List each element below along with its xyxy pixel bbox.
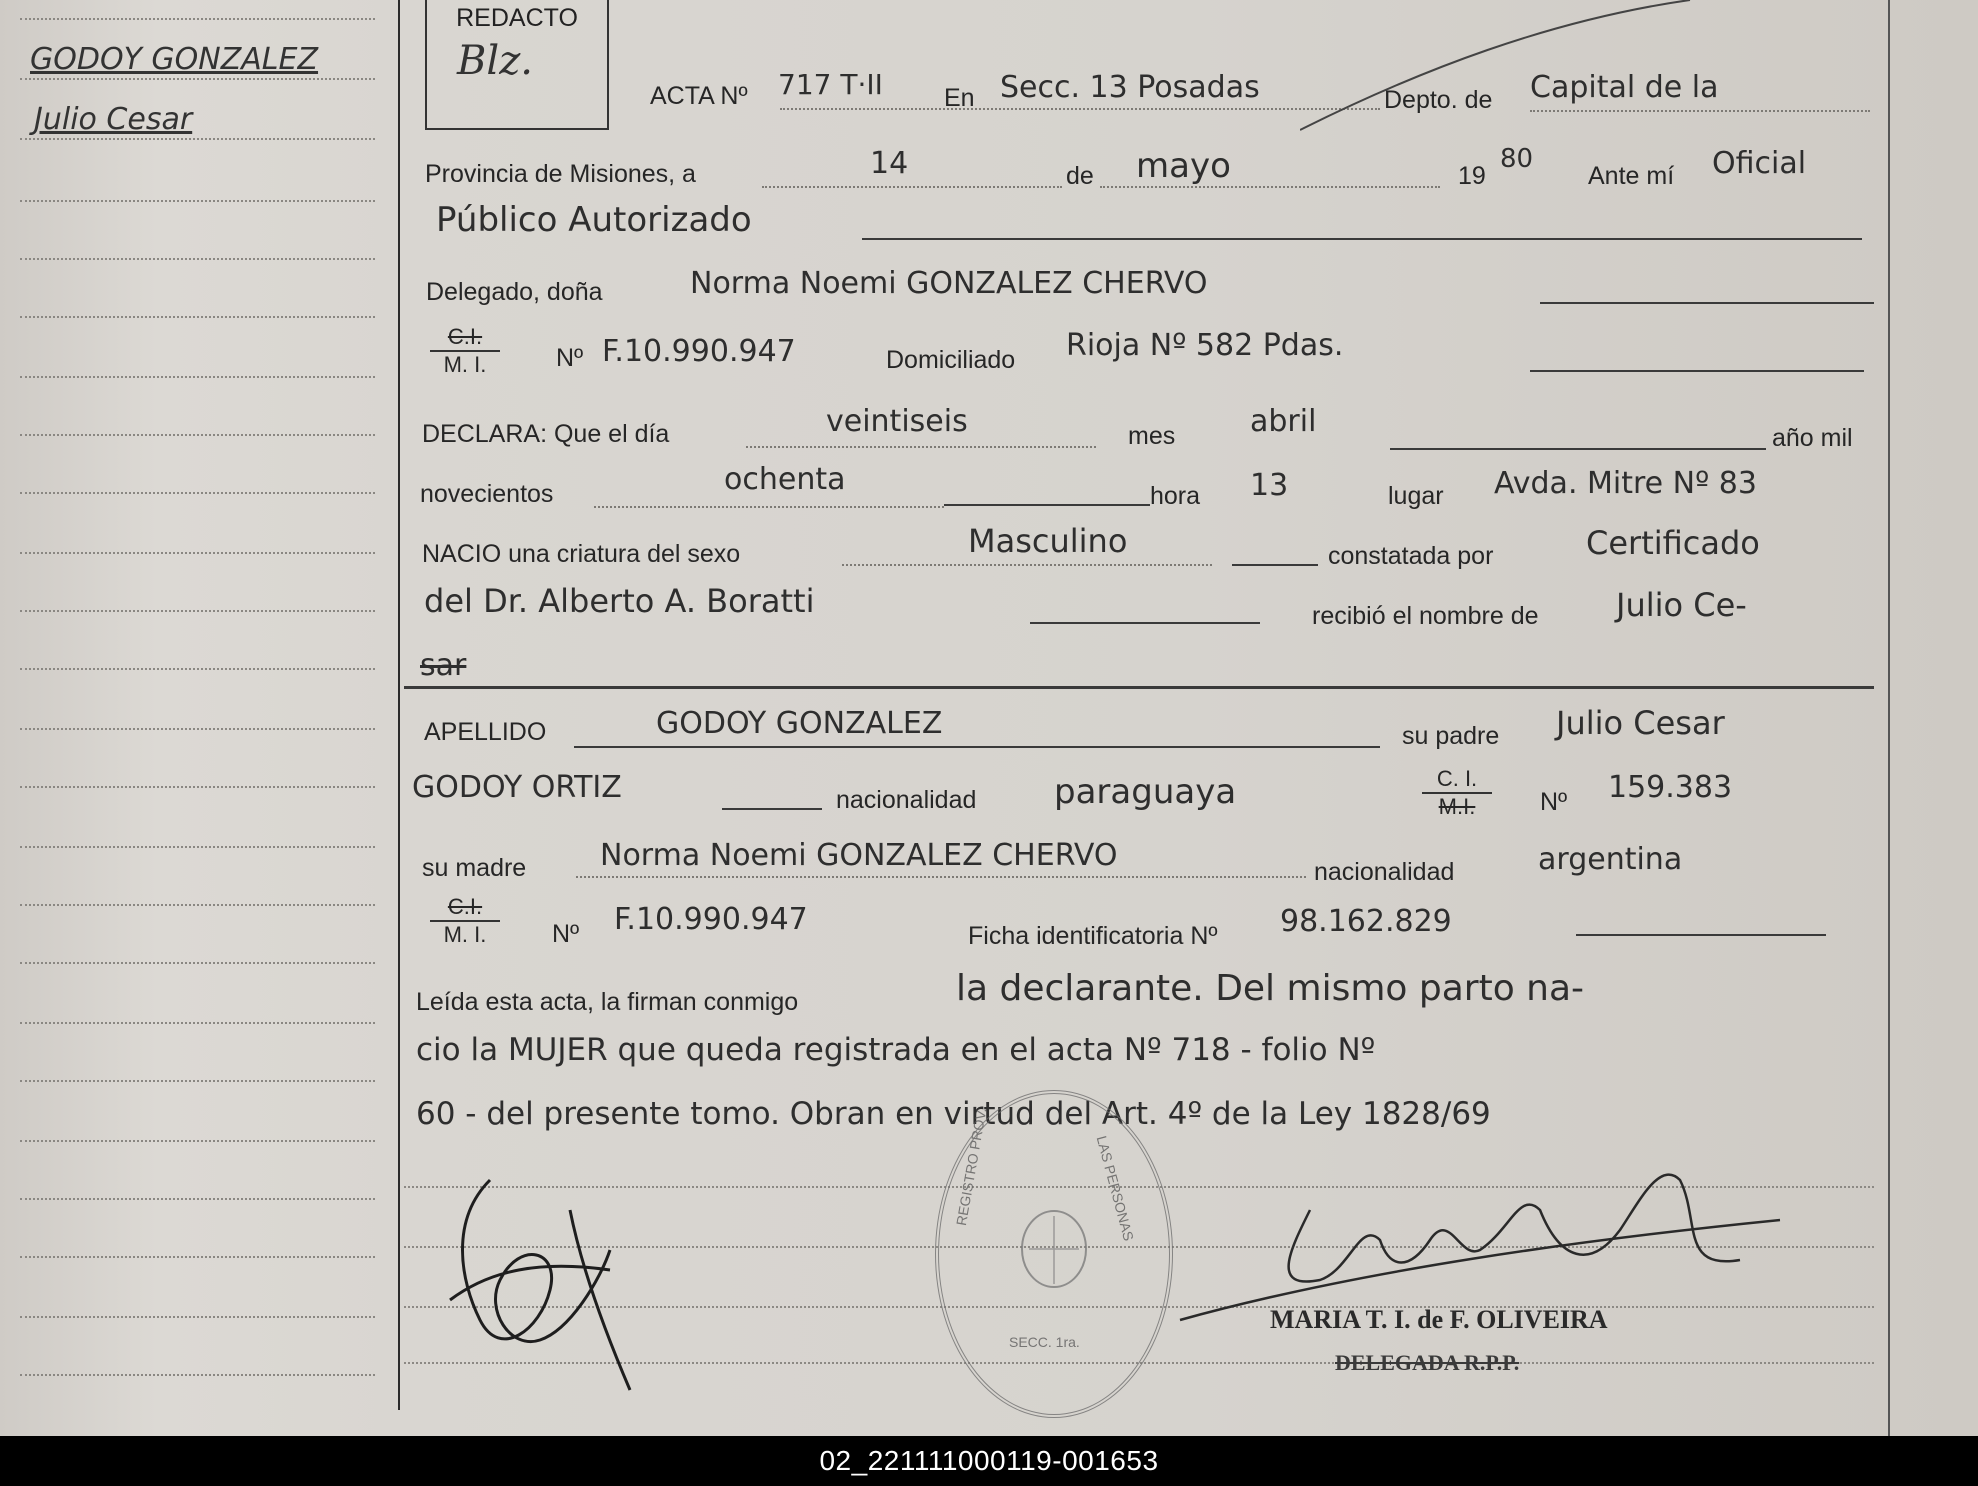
- leida-value-line1: la declarante. Del mismo parto na-: [956, 968, 1585, 1009]
- month-value: mayo: [1136, 146, 1231, 186]
- en-label: En: [944, 84, 975, 112]
- day-value: 14: [870, 146, 909, 181]
- apellido-value: GODOY GONZALEZ: [656, 706, 943, 741]
- stamp-text-bottom: SECC. 1ra.: [1009, 1334, 1080, 1350]
- year-prefix: 19: [1458, 162, 1486, 190]
- ficha-label: Ficha identificatoria Nº: [968, 922, 1218, 950]
- mes-label: mes: [1128, 422, 1176, 450]
- depto-value: Capital de la: [1530, 70, 1719, 105]
- doc1-frac-top: C.I.: [430, 324, 500, 352]
- year-suffix: 80: [1500, 144, 1534, 174]
- official-title: DELEGADA R.P.P.: [1335, 1350, 1520, 1375]
- padre-frac-bot: M.I.: [1438, 794, 1476, 819]
- nacio-label: NACIO una criatura del sexo: [422, 540, 741, 568]
- registry-stamp: [935, 1090, 1173, 1418]
- ante-value: Oficial: [1712, 146, 1807, 181]
- coat-of-arms-icon: [1009, 1204, 1099, 1294]
- doc2-frac-bot: M. I.: [443, 922, 487, 947]
- leida-value-line3: 60 - del presente tomo. Obran en virtud del Art. 4º de la Ley 1828/69: [416, 1096, 1491, 1132]
- acta-value: 717 T·II: [778, 68, 883, 101]
- delegado-value: Norma Noemi GONZALEZ CHERVO: [690, 266, 1208, 301]
- doc1-no-label: Nº: [556, 344, 584, 372]
- de-label: de: [1066, 162, 1094, 190]
- doctor-value: del Dr. Alberto A. Boratti: [424, 582, 815, 620]
- ante-label: Ante mí: [1588, 162, 1675, 190]
- madre-value: Norma Noemi GONZALEZ CHERVO: [600, 838, 1118, 873]
- madre-label: su madre: [422, 854, 527, 882]
- depto-label: Depto. de: [1384, 86, 1493, 114]
- redacto-value: Blz.: [457, 38, 533, 84]
- left-margin-surname: GODOY GONZALEZ: [30, 42, 319, 77]
- provincia-label: Provincia de Misiones, a: [425, 160, 696, 188]
- padre-nacionalidad-value: paraguaya: [1054, 772, 1237, 812]
- en-value: Secc. 13 Posadas: [1000, 70, 1260, 105]
- domicilio-value: Rioja Nº 582 Pdas.: [1066, 328, 1344, 363]
- nombre-value: Julio Ce-: [1616, 586, 1747, 624]
- recibio-label: recibió el nombre de: [1312, 602, 1539, 630]
- hora-value: 13: [1250, 468, 1289, 503]
- left-margin-lines: [20, 0, 380, 1436]
- hora-label: hora: [1150, 482, 1201, 510]
- padre-no-value: 159.383: [1608, 770, 1733, 805]
- stamp-text-right: LAS PERSONAS: [1093, 1134, 1137, 1243]
- stamp-text-top: REGISTRO PROV.: [953, 1106, 990, 1227]
- acta-label: ACTA Nº: [650, 82, 748, 110]
- ficha-value: 98.162.829: [1280, 904, 1452, 939]
- footer-filename: 02_221111000119-001653: [0, 1436, 1978, 1486]
- padre-label: su padre: [1402, 722, 1500, 750]
- doc1-no-value: F.10.990.947: [602, 334, 796, 369]
- margin-rule: [398, 0, 400, 1410]
- delegado-label: Delegado, doña: [426, 278, 603, 306]
- doc1-frac-bot: M. I.: [443, 352, 487, 377]
- leida-value-line2: cio la MUJER que queda registrada en el acta Nº 718 - folio Nº: [416, 1032, 1376, 1068]
- padre-doc-fraction: [1422, 766, 1492, 820]
- lugar-value: Avda. Mitre Nº 83: [1494, 466, 1757, 501]
- padre-frac-top: C. I.: [1422, 766, 1492, 794]
- official-name: MARIA T. I. de F. OLIVEIRA: [1270, 1305, 1608, 1334]
- madre-nacionalidad-label: nacionalidad: [1314, 858, 1455, 886]
- anio-label: año mil: [1772, 424, 1853, 452]
- doc1-type-fraction: [430, 324, 500, 378]
- doc2-frac-top: C.I.: [430, 894, 500, 922]
- madre-nacionalidad-value: argentina: [1538, 842, 1683, 877]
- apellido-label: APELLIDO: [424, 718, 547, 746]
- domicilio-label: Domiciliado: [886, 346, 1016, 374]
- redacto-box: [425, 0, 609, 130]
- nombre-continued: sar: [420, 648, 467, 683]
- sexo-value: Masculino: [968, 522, 1128, 560]
- padre-value: Julio Cesar: [1556, 704, 1725, 742]
- padre-surname-value: GODOY ORTIZ: [412, 770, 622, 805]
- padre-no-label: Nº: [1540, 788, 1568, 816]
- lugar-label: lugar: [1388, 482, 1444, 510]
- diagonal-stroke: [1300, 0, 1700, 140]
- leida-label: Leída esta acta, la firman conmigo: [416, 988, 799, 1016]
- redacto-label: REDACTO: [456, 4, 578, 32]
- novecientos-label: novecientos: [420, 480, 554, 508]
- mes-value: abril: [1250, 404, 1317, 439]
- right-page-edge: [1888, 0, 1890, 1436]
- constatada-label: constatada por: [1328, 542, 1494, 570]
- doc2-type-fraction: [430, 894, 500, 948]
- novecientos-value: ochenta: [724, 462, 846, 497]
- declara-label: DECLARA: Que el día: [422, 420, 670, 448]
- left-margin-given-name: Julio Cesar: [34, 102, 193, 137]
- constatada-value: Certificado: [1586, 524, 1760, 562]
- declarant-signature-icon: [430, 1150, 690, 1410]
- doc2-no-value: F.10.990.947: [614, 902, 808, 937]
- padre-nacionalidad-label: nacionalidad: [836, 786, 977, 814]
- declara-day: veintiseis: [826, 404, 968, 439]
- doc2-no-label: Nº: [552, 920, 580, 948]
- ante-value-continued: Público Autorizado: [436, 200, 752, 240]
